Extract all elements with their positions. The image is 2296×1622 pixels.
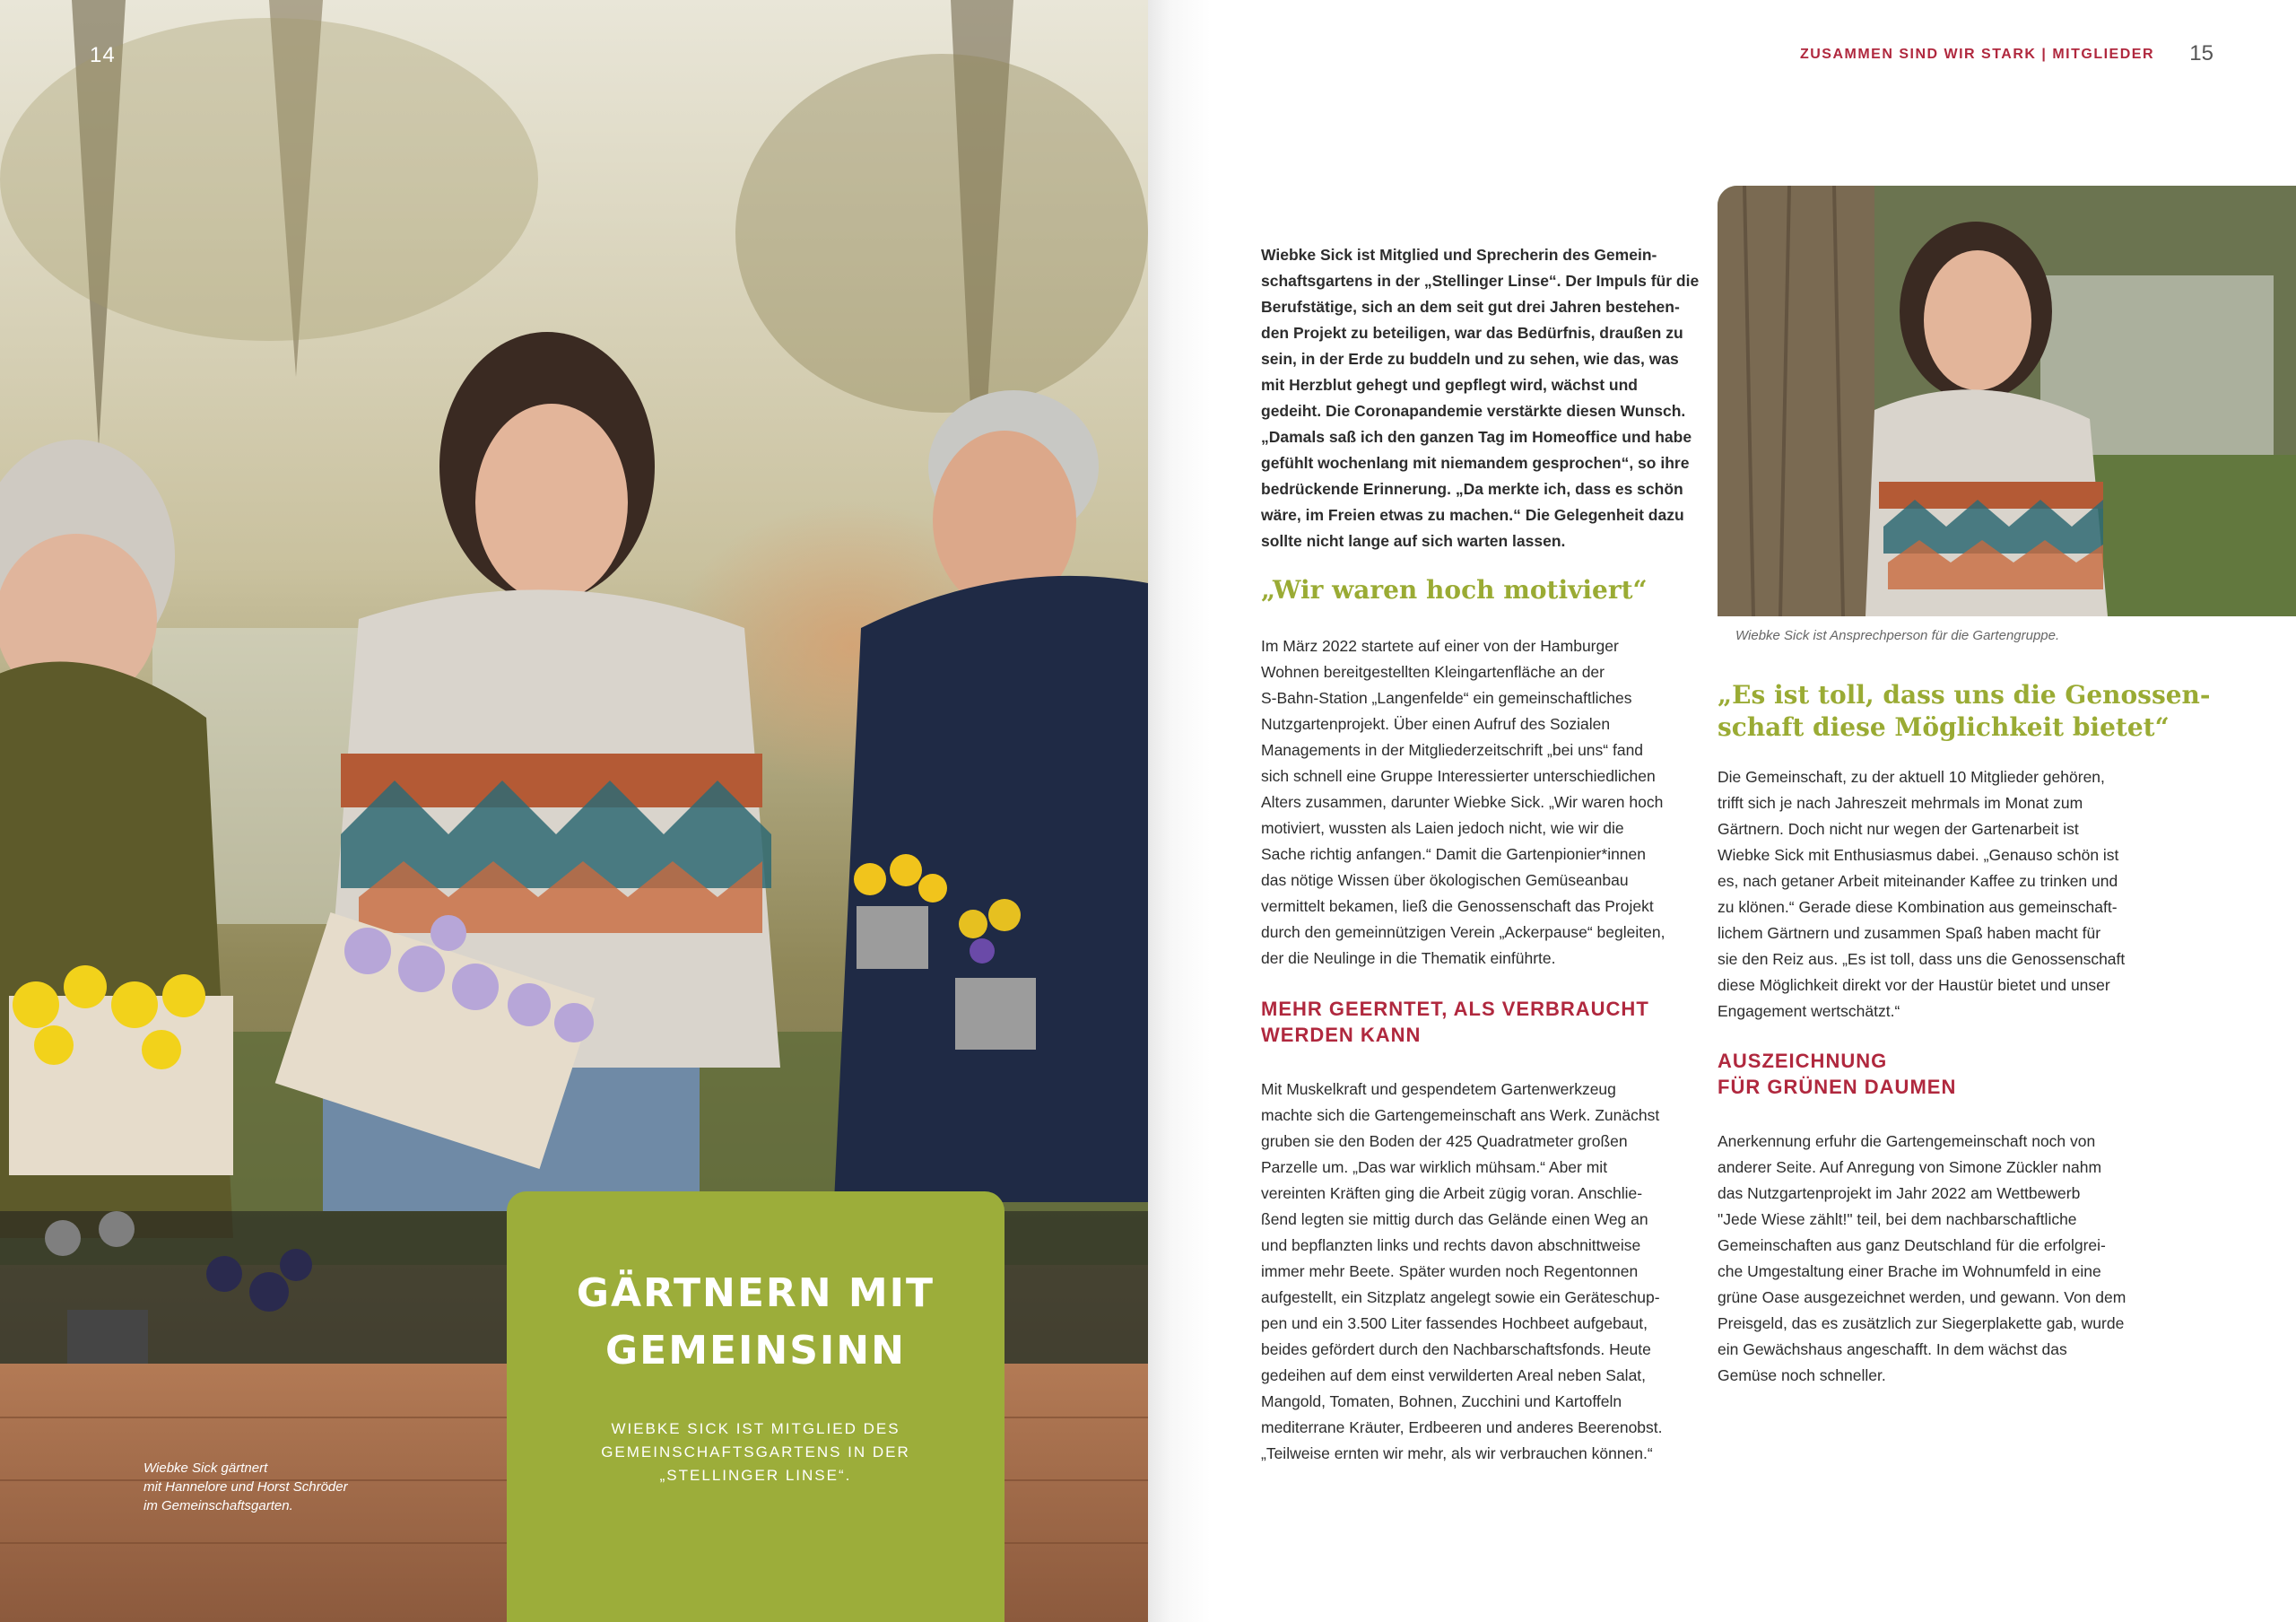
heading-line: MEHR GEERNTET, ALS VERBRAUCHT — [1261, 998, 1649, 1020]
page-number-left: 14 — [90, 43, 116, 67]
article-title — [507, 1265, 1004, 1380]
text-line: es, nach getaner Arbeit miteinander Kaffee zu trinken und — [1718, 872, 2118, 890]
photo-caption-line: im Gemeinschaftsgarten. — [144, 1498, 293, 1513]
text-line: Gemüse noch schneller. — [1718, 1366, 1886, 1384]
text-line: beides gefördert durch den Nachbarschaftsfonds. Heute — [1261, 1340, 1651, 1358]
heading-mehr-geerntet — [1261, 996, 1649, 1048]
photo-caption-line: Wiebke Sick gärtnert — [144, 1461, 268, 1476]
photo-caption-line: mit Hannelore und Horst Schröder — [144, 1479, 348, 1495]
text-line: pen und ein 3.500 Liter fassendes Hochbeet aufgebaut, — [1261, 1314, 1648, 1332]
text-line: Gemeinschaften aus ganz Deutschland für die erfolgrei- — [1718, 1236, 2106, 1254]
text-line: Managements in der Mitgliederzeitschrift „bei uns“ fand — [1261, 741, 1644, 759]
text-line: Parzelle um. „Das war wirklich mühsam.“ Aber mit — [1261, 1158, 1608, 1176]
text-line: „Damals saß ich den ganzen Tag im Homeoffice und habe — [1261, 428, 1692, 446]
text-line: sich schnell eine Gruppe Interessierter unterschiedlichen — [1261, 767, 1656, 785]
text-line: Mit Muskelkraft und gespendetem Gartenwerkzeug — [1261, 1080, 1616, 1098]
article-title-line: GÄRTNERN MIT — [576, 1270, 935, 1316]
text-line: lichem Gärtnern und zusammen Spaß haben macht für — [1718, 924, 2101, 942]
paragraph-3-text — [1718, 764, 2184, 1025]
heading-auszeichnung — [1718, 1048, 1956, 1100]
text-line: Sache richtig anfangen.“ Damit die Gartenpionier*innen — [1261, 845, 1647, 863]
article-subline-line: WIEBKE SICK IST MITGLIED DES — [611, 1420, 900, 1437]
text-line: trifft sich je nach Jahreszeit mehrmals im Monat zum — [1718, 794, 2083, 812]
paragraph-3 — [1718, 764, 2184, 1025]
text-line: ein Gewächshaus angeschafft. In dem wächst das — [1718, 1340, 2067, 1358]
text-line: ßend legten sie mittig durch das Gelände einen Weg an — [1261, 1210, 1648, 1228]
text-line: immer mehr Beete. Später wurden noch Regentonnen — [1261, 1262, 1639, 1280]
text-line: wäre, im Freien etwas zu machen.“ Die Gelegenheit dazu — [1261, 506, 1684, 524]
article-subline — [507, 1417, 1004, 1487]
text-line: gedeiht. Die Coronapandemie verstärkte diesen Wunsch. — [1261, 402, 1686, 420]
text-line: Gärtnern. Doch nicht nur wegen der Gartenarbeit ist — [1718, 820, 2079, 838]
text-line: zu klönen.“ Gerade diese Kombination aus gemeinschaft- — [1718, 898, 2118, 916]
text-line: motiviert, wussten als Laien jedoch nicht, wie wir die — [1261, 819, 1624, 837]
text-line: mit Herzblut gehegt und gepflegt wird, wächst und — [1261, 376, 1638, 394]
text-line: "Jede Wiese zählt!" teil, bei dem nachbarschaftliche — [1718, 1210, 2077, 1228]
title-box — [507, 1191, 1004, 1622]
text-line: S-Bahn-Station „Langenfelde“ ein gemeinschaftliches — [1261, 689, 1632, 707]
text-line: „Teilweise ernten wir mehr, als wir verbrauchen können.“ — [1261, 1444, 1653, 1462]
heading-line: „Es ist toll, dass uns die Genossen- — [1718, 680, 2211, 710]
heading-line: „Wir waren hoch motiviert“ — [1261, 575, 1648, 605]
text-line: mediterrane Kräuter, Erdbeeren und anderes Beerenobst. — [1261, 1418, 1663, 1436]
text-line: das nötige Wissen über ökologischen Gemüseanbau — [1261, 871, 1629, 889]
text-line: das Nutzgartenprojekt im Jahr 2022 am Wettbewerb — [1718, 1184, 2081, 1202]
text-line: Preisgeld, das es zusätzlich zur Siegerplakette gab, wurde — [1718, 1314, 2125, 1332]
portrait-image — [1718, 186, 2296, 616]
right-page — [1148, 0, 2296, 1622]
heading-line: AUSZEICHNUNG — [1718, 1050, 1888, 1072]
intro-paragraph — [1261, 242, 1700, 554]
article-subline-line: „STELLINGER LINSE“. — [659, 1467, 852, 1484]
text-line: grüne Oase ausgezeichnet werden, und gewann. Von dem — [1718, 1288, 2126, 1306]
photo-caption — [144, 1459, 377, 1515]
portrait-photo — [1718, 186, 2296, 616]
text-line: diese Möglichkeit direkt vor der Haustür bietet und unser — [1718, 976, 2110, 994]
text-line: gedeihen auf dem einst verwilderten Areal neben Salat, — [1261, 1366, 1647, 1384]
text-line: vermittelt bekamen, ließ die Genossenschaft das Projekt — [1261, 897, 1654, 915]
page-number-right: 15 — [2189, 41, 2213, 65]
text-line: sollte nicht lange auf sich warten lassen. — [1261, 532, 1566, 550]
text-line: Anerkennung erfuhr die Gartengemeinschaft noch von — [1718, 1132, 2096, 1150]
running-head: ZUSAMMEN SIND WIR STARK | MITGLIEDER — [1799, 47, 2154, 62]
heading-line: WERDEN KANN — [1261, 1024, 1422, 1046]
text-line: Wiebke Sick ist Mitglied und Sprecherin des Gemein- — [1261, 246, 1657, 264]
text-line: schaftsgartens in der „Stellinger Linse“. Der Impuls für die — [1261, 272, 1700, 290]
text-line: Wiebke Sick mit Enthusiasmus dabei. „Genauso schön ist — [1718, 846, 2119, 864]
text-line: und bepflanzten links und rechts davon abschnittweise — [1261, 1236, 1641, 1254]
text-line: che Umgestaltung einer Brache im Wohnumfeld in eine — [1718, 1262, 2101, 1280]
text-line: Berufstätige, sich an dem seit gut drei Jahren bestehen- — [1261, 298, 1680, 316]
heading-wir-waren-hoch-motiviert — [1261, 574, 1648, 606]
article-subline-line: GEMEINSCHAFTSGARTENS IN DER — [601, 1443, 910, 1461]
text-line: Nutzgartenprojekt. Über einen Aufruf des Sozialen — [1261, 715, 1611, 733]
paragraph-4 — [1718, 1129, 2184, 1389]
heading-es-ist-toll — [1718, 679, 2211, 744]
paragraph-1 — [1261, 633, 1700, 972]
text-line: den Projekt zu beteiligen, war das Bedürfnis, draußen zu — [1261, 324, 1683, 342]
heading-line: schaft diese Möglichkeit bietet“ — [1718, 712, 2170, 742]
paragraph-2-text — [1261, 1077, 1700, 1467]
text-line: Alters zusammen, darunter Wiebke Sick. „Wir waren hoch — [1261, 793, 1664, 811]
text-line: aufgestellt, ein Sitzplatz angelegt sowie ein Geräteschup- — [1261, 1288, 1660, 1306]
heading-line: FÜR GRÜNEN DAUMEN — [1718, 1076, 1957, 1098]
text-line: Mangold, Tomaten, Bohnen, Zucchini und Kartoffeln — [1261, 1392, 1622, 1410]
text-line: gefühlt wochenlang mit niemandem gesprochen“, so ihre — [1261, 454, 1690, 472]
text-line: der die Neulinge in die Thematik einführte. — [1261, 949, 1556, 967]
text-line: Wohnen bereitgestellten Kleingartenfläche an der — [1261, 663, 1605, 681]
text-line: anderer Seite. Auf Anregung von Simone Zückler nahm — [1718, 1158, 2102, 1176]
text-line: Engagement wertschätzt.“ — [1718, 1002, 1900, 1020]
text-line: sein, in der Erde zu buddeln und zu sehen, wie das, was — [1261, 350, 1679, 368]
paragraph-4-text — [1718, 1129, 2184, 1389]
article-title-line: GEMEINSINN — [605, 1328, 906, 1373]
text-line: durch den gemeinnützigen Verein „Ackerpause“ begleiten, — [1261, 923, 1665, 941]
portrait-caption: Wiebke Sick ist Ansprechperson für die Gartengruppe. — [1735, 628, 2060, 643]
text-column-left — [1261, 242, 1700, 554]
text-line: vereinten Kräften ging die Arbeit zügig voran. Anschlie- — [1261, 1184, 1643, 1202]
paragraph-1-text — [1261, 633, 1700, 972]
paragraph-2 — [1261, 1077, 1700, 1467]
text-line: sie den Reiz aus. „Es ist toll, dass uns die Genossenschaft — [1718, 950, 2126, 968]
text-line: bedrückende Erinnerung. „Da merkte ich, dass es schön — [1261, 480, 1683, 498]
text-line: gruben sie den Boden der 425 Quadratmeter großen — [1261, 1132, 1628, 1150]
text-line: Im März 2022 startete auf einer von der Hamburger — [1261, 637, 1619, 655]
text-line: machte sich die Gartengemeinschaft ans Werk. Zunächst — [1261, 1106, 1660, 1124]
text-line: Die Gemeinschaft, zu der aktuell 10 Mitglieder gehören, — [1718, 768, 2105, 786]
